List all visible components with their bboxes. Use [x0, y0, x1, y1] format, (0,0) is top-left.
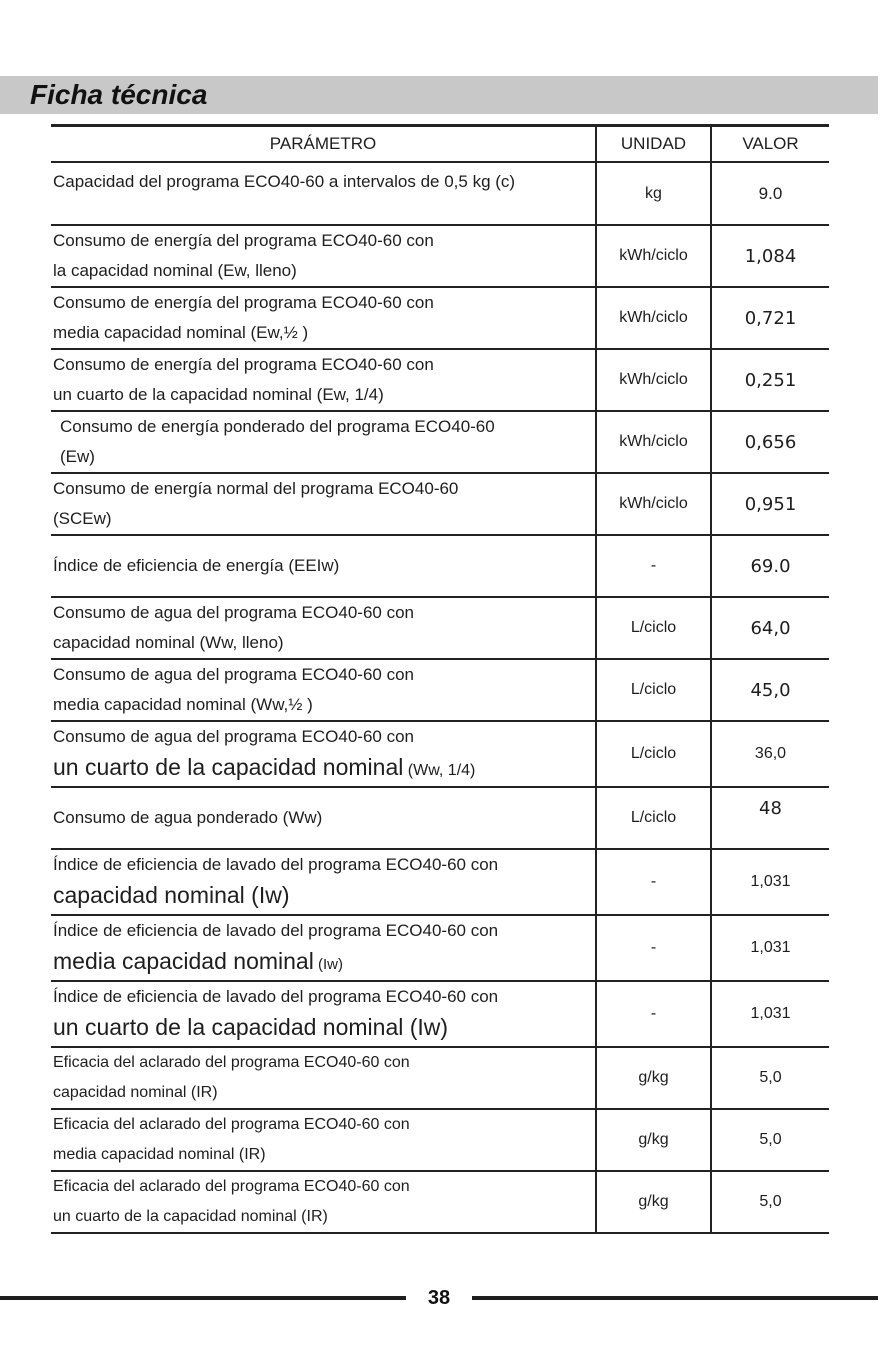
footer-rule-right [472, 1296, 878, 1300]
parameter-cell [51, 411, 596, 473]
value-cell: 48 [711, 787, 829, 849]
table-row [51, 1109, 829, 1171]
parameter-line-1: Consumo de energía del programa ECO40-60 con [53, 231, 434, 250]
unit-cell: L/ciclo [596, 597, 711, 659]
parameter-line-2: media capacidad nominal (Ew,½ ) [53, 323, 309, 342]
parameter-line-2 [53, 1012, 595, 1046]
parameter-cell [51, 535, 596, 597]
table-row [51, 981, 829, 1047]
parameter-line-2: capacidad nominal (Ww, lleno) [53, 633, 284, 652]
parameter-line-2-large: media capacidad nominal [53, 948, 314, 974]
parameter-cell [51, 787, 596, 849]
column-header-value: VALOR [711, 126, 829, 163]
parameter-line-2: (Ew) [60, 447, 95, 466]
footer-rule-left [0, 1296, 406, 1300]
parameter-line-2-small: (Iw) [313, 956, 343, 973]
parameter-line-2-small: (Ww, 1/4) [403, 762, 476, 779]
parameter-cell [51, 659, 596, 721]
table-row [51, 473, 829, 535]
value-cell: 0,656 [711, 411, 829, 473]
parameter-cell [51, 162, 596, 225]
value-cell: 1,031 [711, 849, 829, 915]
unit-cell: g/kg [596, 1047, 711, 1109]
section-title: Ficha técnica [30, 79, 208, 110]
parameter-line-2-large: capacidad nominal (Iw) [53, 882, 290, 908]
table-row [51, 287, 829, 349]
parameter-cell [51, 1109, 596, 1171]
parameter-line-2: la capacidad nominal (Ew, lleno) [53, 261, 297, 280]
parameter-line-2-large: un cuarto de la capacidad nominal [53, 754, 404, 780]
parameter-cell [51, 849, 596, 915]
table-row [51, 915, 829, 981]
table-row [51, 597, 829, 659]
value-cell: 64,0 [711, 597, 829, 659]
column-header-unit: UNIDAD [596, 126, 711, 163]
table-row [51, 721, 829, 787]
value-cell: 5,0 [711, 1109, 829, 1171]
parameter-line-2-large: un cuarto de la capacidad nominal (Iw) [53, 1014, 449, 1040]
table-row [51, 225, 829, 287]
table-row [51, 787, 829, 849]
unit-cell: g/kg [596, 1171, 711, 1233]
unit-cell: kWh/ciclo [596, 473, 711, 535]
table-row [51, 1047, 829, 1109]
parameter-line-1: Consumo de agua del programa ECO40-60 con [53, 603, 414, 622]
unit-cell: L/ciclo [596, 659, 711, 721]
parameter-line-1: Consumo de energía del programa ECO40-60 con [53, 293, 434, 312]
parameter-line-1: Consumo de energía del programa ECO40-60 con [53, 355, 434, 374]
page-number: 38 [427, 1287, 451, 1309]
unit-cell: kg [596, 162, 711, 225]
table-row [51, 1171, 829, 1233]
value-cell: 1,031 [711, 915, 829, 981]
unit-cell: g/kg [596, 1109, 711, 1171]
parameter-line-1: Consumo de agua del programa ECO40-60 con [53, 727, 414, 746]
parameter-line-1: Consumo de energía normal del programa ECO40-60 [53, 479, 459, 498]
parameter-line-1: Eficacia del aclarado del programa ECO40-60 con [53, 1178, 410, 1195]
unit-cell: kWh/ciclo [596, 287, 711, 349]
parameter-line-2 [53, 752, 595, 786]
table-header-row [51, 126, 829, 163]
parameter-line-1: Eficacia del aclarado del programa ECO40-60 con [53, 1116, 410, 1133]
parameter-line-2 [53, 946, 595, 980]
parameter-line-1: Consumo de energía ponderado del programa ECO40-60 [60, 417, 495, 436]
unit-cell: - [596, 981, 711, 1047]
unit-cell: kWh/ciclo [596, 349, 711, 411]
value-cell: 5,0 [711, 1047, 829, 1109]
unit-cell: - [596, 849, 711, 915]
parameter-cell [51, 349, 596, 411]
column-header-parameter: PARÁMETRO [51, 126, 596, 163]
value-cell: 1,084 [711, 225, 829, 287]
parameter-line-1: Eficacia del aclarado del programa ECO40-60 con [53, 1054, 410, 1071]
parameter-line-2: media capacidad nominal (IR) [53, 1146, 266, 1163]
parameter-text: Índice de eficiencia de energía (EEIw) [53, 556, 340, 575]
parameter-cell [51, 1047, 596, 1109]
parameter-line-2: un cuarto de la capacidad nominal (IR) [53, 1208, 328, 1225]
value-cell: 5,0 [711, 1171, 829, 1233]
unit-cell: - [596, 535, 711, 597]
unit-cell: - [596, 915, 711, 981]
table-row [51, 659, 829, 721]
parameter-cell [51, 287, 596, 349]
value-cell: 0,951 [711, 473, 829, 535]
value-cell: 45,0 [711, 659, 829, 721]
value-cell: 0,251 [711, 349, 829, 411]
parameter-cell [51, 1171, 596, 1233]
parameter-text: Capacidad del programa ECO40-60 a intervalos de 0,5 kg (c) [53, 172, 516, 191]
unit-cell: kWh/ciclo [596, 411, 711, 473]
unit-cell: L/ciclo [596, 721, 711, 787]
parameter-cell [51, 721, 596, 787]
parameter-cell [51, 225, 596, 287]
parameter-line-1: Índice de eficiencia de lavado del programa ECO40-60 con [53, 921, 499, 940]
value-cell: 36,0 [711, 721, 829, 787]
table-row [51, 411, 829, 473]
unit-cell: L/ciclo [596, 787, 711, 849]
parameter-line-2: (SCEw) [53, 509, 112, 528]
parameter-line-2: media capacidad nominal (Ww,½ ) [53, 695, 313, 714]
table-row [51, 535, 829, 597]
parameter-line-1: Consumo de agua del programa ECO40-60 con [53, 665, 414, 684]
value-cell: 69.0 [711, 535, 829, 597]
parameter-cell [51, 597, 596, 659]
table-row [51, 162, 829, 225]
unit-cell: kWh/ciclo [596, 225, 711, 287]
parameter-line-1: Índice de eficiencia de lavado del programa ECO40-60 con [53, 987, 499, 1006]
table-row [51, 849, 829, 915]
table-row [51, 349, 829, 411]
parameter-cell [51, 981, 596, 1047]
technical-spec-table [51, 124, 829, 1234]
section-banner [0, 76, 878, 114]
parameter-cell [51, 473, 596, 535]
value-cell: 9.0 [711, 162, 829, 225]
value-cell: 0,721 [711, 287, 829, 349]
parameter-text: Consumo de agua ponderado (Ww) [53, 808, 323, 827]
parameter-line-2: un cuarto de la capacidad nominal (Ew, 1/4) [53, 385, 384, 404]
parameter-line-2 [53, 880, 595, 914]
value-cell: 1,031 [711, 981, 829, 1047]
parameter-cell [51, 915, 596, 981]
parameter-line-2: capacidad nominal (IR) [53, 1084, 218, 1101]
parameter-line-1: Índice de eficiencia de lavado del programa ECO40-60 con [53, 855, 499, 874]
